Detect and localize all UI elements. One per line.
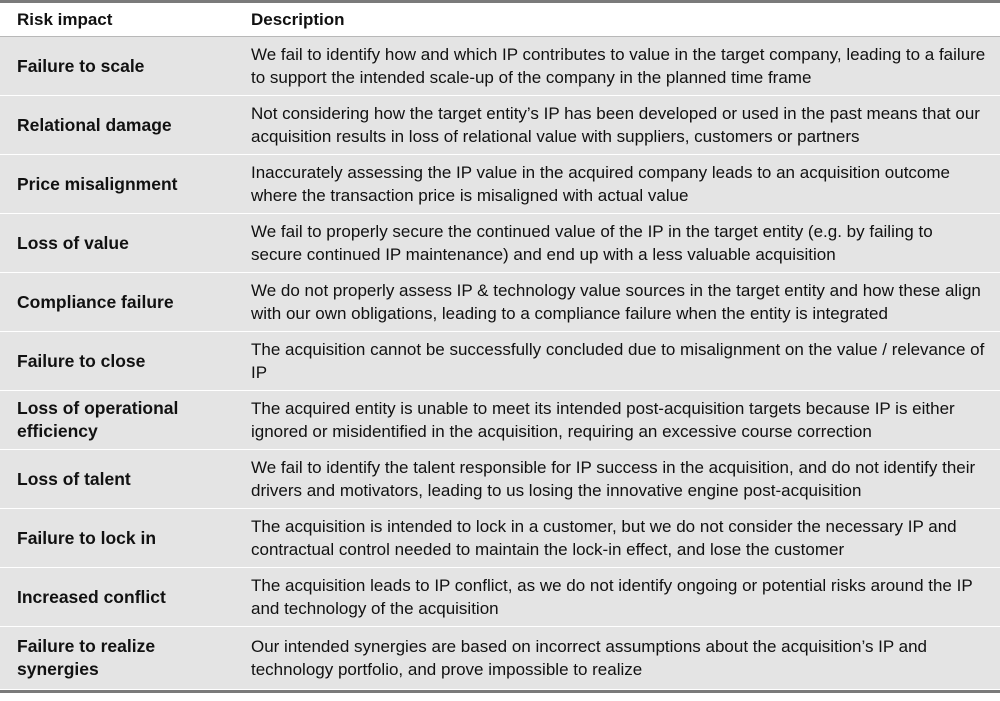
table-row (0, 450, 1000, 509)
table-row (0, 568, 1000, 627)
table-row (0, 332, 1000, 391)
risk-description: We fail to identify the talent responsible for IP success in the acquisition, and do not identify their drivers and motivators, leading to us losing the innovative engine post-acquisition (251, 458, 976, 500)
risk-description: The acquisition cannot be successfully concluded due to misalignment on the value / relevance of IP (251, 340, 985, 382)
risk-label: Loss of operational efficiency (17, 398, 179, 441)
risk-label: Failure to lock in (17, 527, 157, 548)
table-row (0, 391, 1000, 450)
risk-label: Compliance failure (17, 291, 174, 312)
risk-label: Loss of value (17, 232, 129, 253)
header-risk-impact: Risk impact (17, 9, 113, 29)
risk-label: Increased conflict (17, 586, 166, 607)
risk-label: Loss of talent (17, 468, 131, 489)
risk-description: The acquisition is intended to lock in a customer, but we do not consider the necessary IP and contractual control needed to maintain the lock-in effect, and lose the customer (251, 517, 957, 559)
risk-description: Inaccurately assessing the IP value in the acquired company leads to an acquisition outcome where the transaction price is misaligned with actual value (251, 163, 950, 205)
table-row (0, 509, 1000, 568)
risk-description: Not considering how the target entity’s IP has been developed or used in the past means that our acquisition results in loss of relational value with suppliers, customers or partners (251, 104, 980, 146)
risk-description: We fail to properly secure the continued value of the IP in the target entity (e.g. by failing to secure continued IP maintenance) and end up with a less valuable acquisition (251, 222, 933, 264)
table-row (0, 627, 1000, 690)
table-header (0, 3, 1000, 37)
bottom-rule (0, 690, 1000, 693)
risk-label: Price misalignment (17, 173, 178, 194)
header-description: Description (251, 9, 345, 29)
table-row (0, 37, 1000, 96)
table-row (0, 155, 1000, 214)
table-row (0, 96, 1000, 155)
risk-label: Failure to close (17, 350, 146, 371)
risk-description: We fail to identify how and which IP contributes to value in the target company, leading to a failure to support the intended scale-up of the company in the planned time frame (251, 45, 986, 87)
table-row (0, 273, 1000, 332)
risk-description: The acquired entity is unable to meet its intended post-acquisition targets because IP is either ignored or misidentified in the acquisition, requiring an excessive course correction (251, 399, 955, 441)
risk-description: We do not properly assess IP & technology value sources in the target entity and how these align with our own obligations, leading to a compliance failure when the entity is integrated (251, 281, 981, 323)
risk-label: Failure to scale (17, 55, 145, 76)
risk-label: Failure to realize synergies (17, 636, 156, 679)
risk-description: The acquisition leads to IP conflict, as we do not identify ongoing or potential risks around the IP and technology of the acquisition (251, 576, 973, 618)
risk-label: Relational damage (17, 114, 172, 135)
table-row (0, 214, 1000, 273)
risk-description: Our intended synergies are based on incorrect assumptions about the acquisition’s IP and technology portfolio, and prove impossible to realize (251, 637, 928, 679)
